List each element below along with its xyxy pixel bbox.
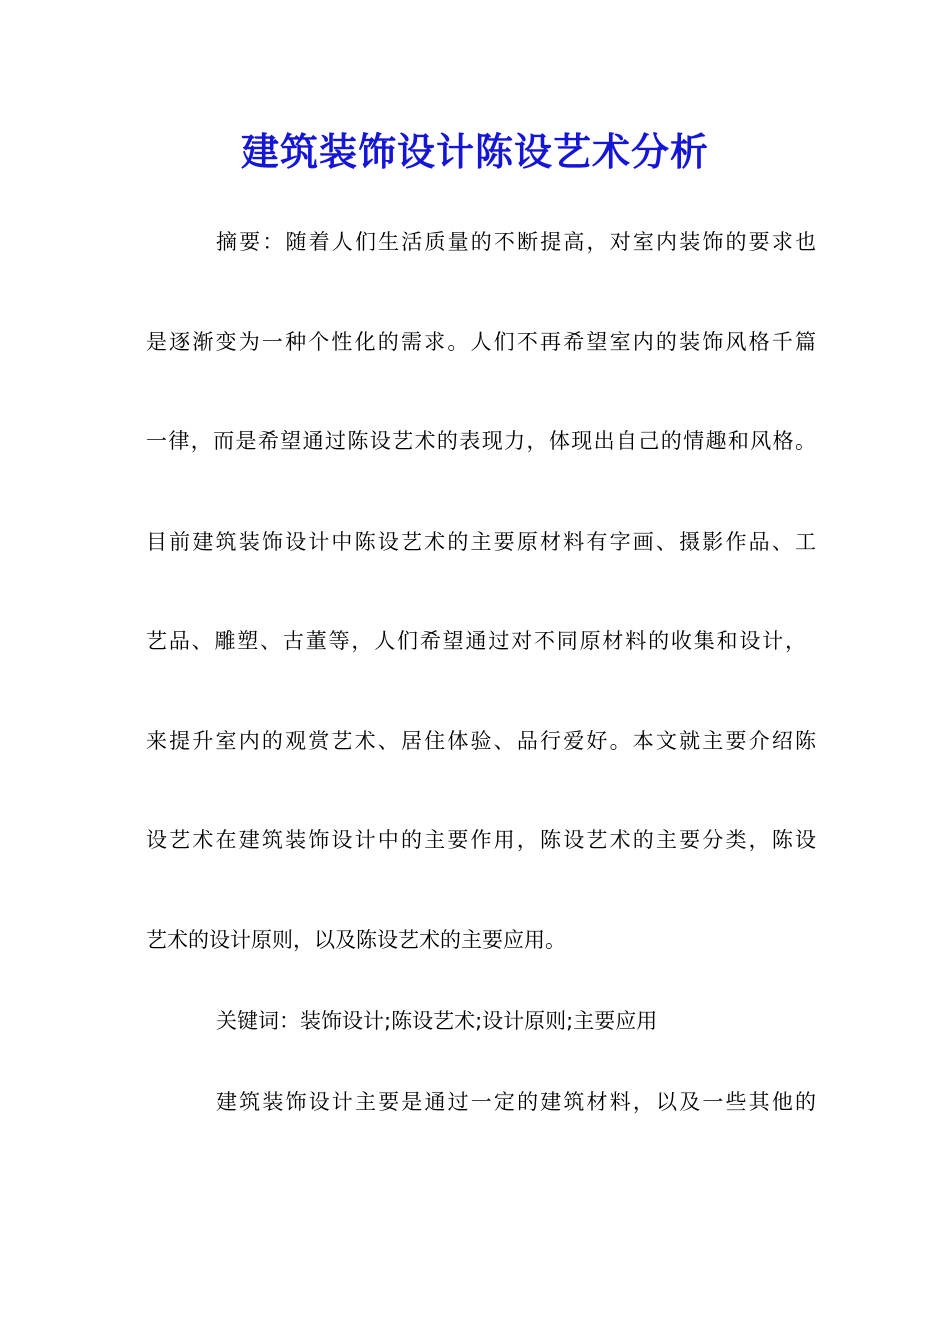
abstract-line: 艺品、雕塑、古董等，人们希望通过对不同原材料的收集和设计，	[146, 629, 806, 653]
abstract-line: 艺术的设计原则，以及陈设艺术的主要应用。	[146, 928, 566, 952]
abstract-line: 来提升室内的观赏艺术、居住体验、品行爱好。本文就主要介绍陈	[146, 729, 816, 753]
abstract-line: 目前建筑装饰设计中陈设艺术的主要原材料有字画、摄影作品、工	[146, 530, 816, 554]
document-title: 建筑装饰设计陈设艺术分析	[240, 129, 709, 174]
abstract-line: 是逐渐变为一种个性化的需求。人们不再希望室内的装饰风格千篇	[146, 330, 816, 354]
abstract-line: 设艺术在建筑装饰设计中的主要作用，陈设艺术的主要分类，陈设	[146, 828, 816, 852]
body-line: 建筑装饰设计主要是通过一定的建筑材料，以及一些其他的	[216, 1090, 816, 1114]
keywords-line: 关键词：装饰设计;陈设艺术;设计原则;主要应用	[216, 1009, 658, 1033]
abstract-line: 摘要：随着人们生活质量的不断提高，对室内装饰的要求也	[216, 230, 816, 254]
abstract-line: 一律，而是希望通过陈设艺术的表现力，体现出自己的情趣和风格。	[146, 429, 816, 453]
